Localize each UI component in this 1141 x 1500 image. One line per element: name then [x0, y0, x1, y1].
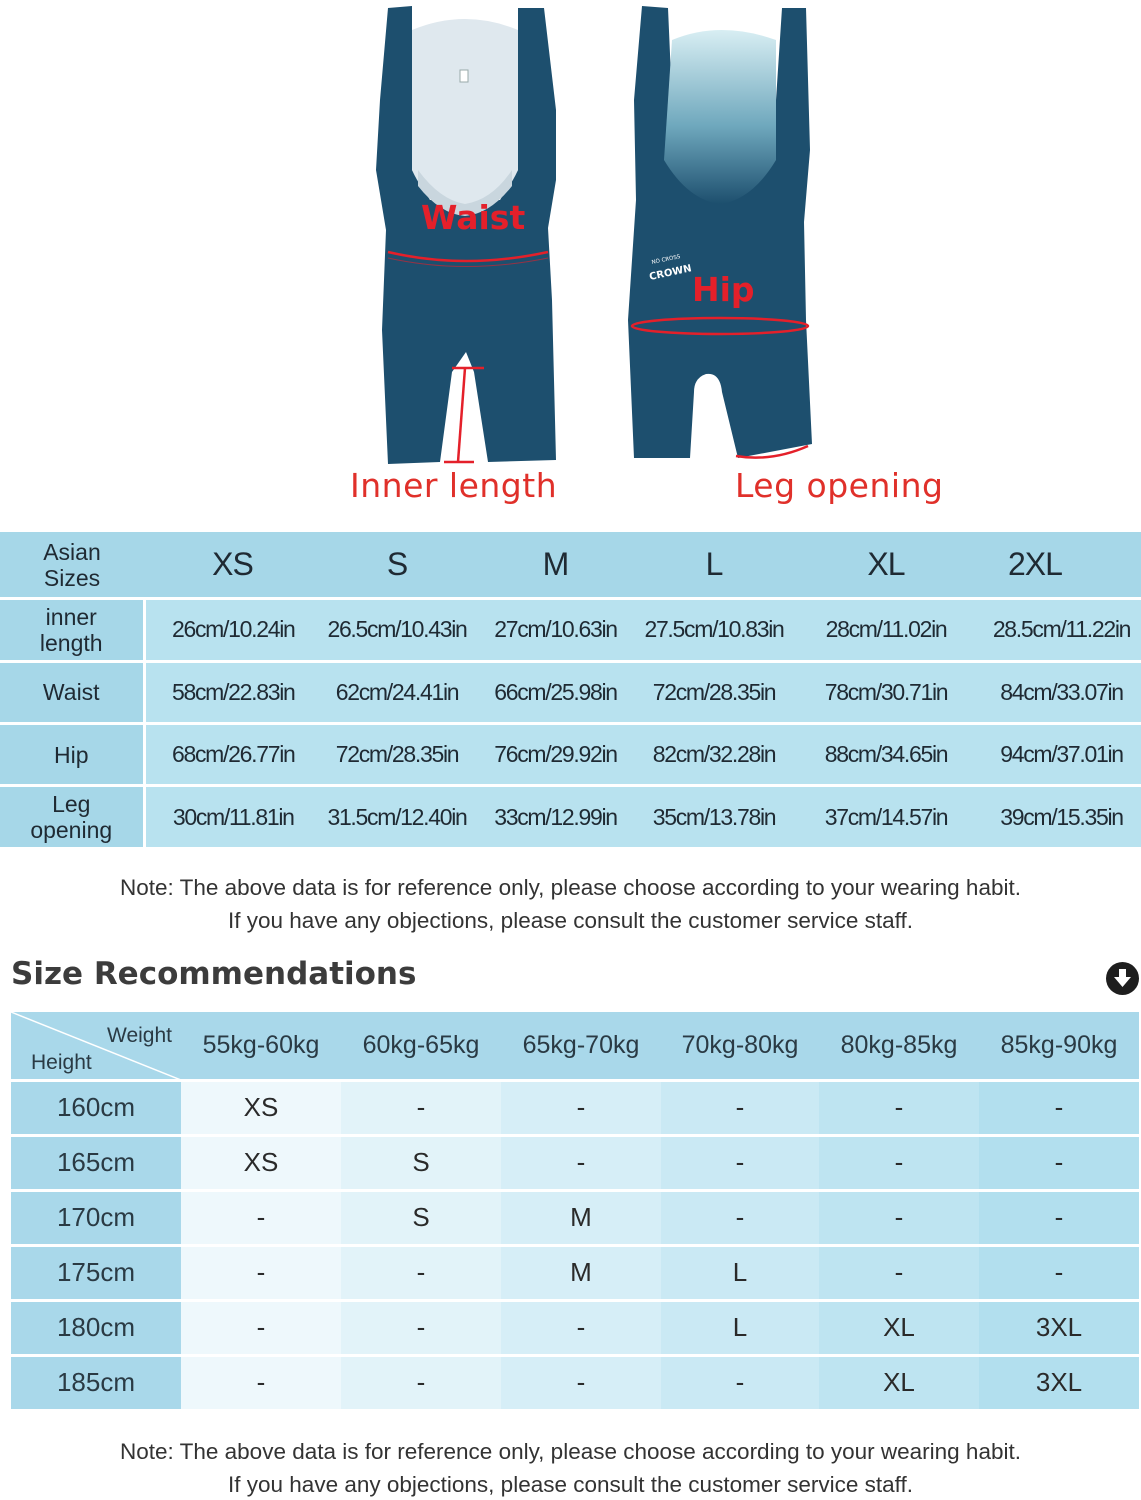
reco-header-row — [11, 1012, 1139, 1080]
note-line-1: Note: The above data is for reference only, please choose according to your wearing habit. — [120, 1439, 1021, 1464]
size-header: S — [321, 532, 473, 599]
size-value: 33cm/12.99in — [473, 786, 638, 849]
height-label: 160cm — [11, 1080, 181, 1135]
size-row-waist — [0, 661, 1141, 723]
size-value: 27cm/10.63in — [473, 599, 638, 661]
reco-cell: XL — [819, 1355, 979, 1410]
reco-cell: - — [661, 1190, 819, 1245]
height-label: 170cm — [11, 1190, 181, 1245]
weight-header: 65kg-70kg — [501, 1012, 661, 1080]
reco-cell: - — [979, 1135, 1139, 1190]
reco-cell: - — [341, 1080, 501, 1135]
reco-cell: - — [819, 1080, 979, 1135]
inner-length-label: Inner length — [350, 466, 558, 505]
size-value: 28.5cm/11.22in — [982, 599, 1141, 661]
size-chart-header — [0, 532, 1141, 599]
hip-label: Hip — [692, 270, 755, 309]
weight-header: 60kg-65kg — [341, 1012, 501, 1080]
height-label: 165cm — [11, 1135, 181, 1190]
reco-cell: - — [661, 1355, 819, 1410]
weight-header: 85kg-90kg — [979, 1012, 1139, 1080]
svg-text:NO CROSS: NO CROSS — [651, 254, 681, 266]
size-recommendation-table — [11, 1012, 1139, 1412]
waist-label: Waist — [421, 198, 526, 237]
reco-cell: XL — [819, 1300, 979, 1355]
reco-cell: - — [979, 1080, 1139, 1135]
reco-cell: - — [341, 1300, 501, 1355]
size-header: M — [473, 532, 638, 599]
weight-axis-label: Weight — [107, 1024, 172, 1047]
reco-cell: - — [661, 1080, 819, 1135]
reco-cell: - — [819, 1135, 979, 1190]
row-label: Hip — [0, 723, 144, 785]
size-recommendations-title: Size Recommendations — [11, 956, 417, 992]
reco-cell: - — [181, 1190, 341, 1245]
corner-line-2: Sizes — [43, 564, 101, 591]
leg-opening-label: Leg opening — [735, 466, 944, 505]
size-value: 68cm/26.77in — [144, 723, 321, 785]
reco-cell: M — [501, 1190, 661, 1245]
reco-cell: M — [501, 1245, 661, 1300]
size-value: 72cm/28.35in — [638, 661, 790, 723]
weight-header: 70kg-80kg — [661, 1012, 819, 1080]
size-value: 78cm/30.71in — [790, 661, 982, 723]
size-value: 39cm/15.35in — [982, 786, 1141, 849]
size-row-inner-length — [0, 599, 1141, 661]
size-chart-corner — [0, 532, 144, 599]
svg-text:CROWN: CROWN — [648, 263, 693, 283]
size-value: 66cm/25.98in — [473, 661, 638, 723]
reco-cell: XS — [181, 1135, 341, 1190]
reco-cell: - — [501, 1135, 661, 1190]
reco-cell: - — [341, 1245, 501, 1300]
size-header: L — [638, 532, 790, 599]
size-value: 27.5cm/10.83in — [638, 599, 790, 661]
reco-row — [11, 1080, 1139, 1135]
corner-line-1: Asian — [43, 538, 101, 565]
size-value: 88cm/34.65in — [790, 723, 982, 785]
size-header: XS — [144, 532, 321, 599]
size-header: 2XL — [982, 532, 1141, 599]
reco-row — [11, 1355, 1139, 1410]
reco-cell: 3XL — [979, 1300, 1139, 1355]
size-value: 31.5cm/12.40in — [321, 786, 473, 849]
height-axis-label: Height — [31, 1050, 92, 1074]
size-value: 62cm/24.41in — [321, 661, 473, 723]
note-line-1: Note: The above data is for reference only, please choose according to your wearing habit. — [120, 875, 1021, 900]
reco-cell: - — [181, 1355, 341, 1410]
recommendation-note — [0, 1435, 1141, 1500]
reco-cell: - — [341, 1355, 501, 1410]
height-label: 185cm — [11, 1355, 181, 1410]
size-value: 28cm/11.02in — [790, 599, 982, 661]
size-value: 26cm/10.24in — [144, 599, 321, 661]
size-header: XL — [790, 532, 982, 599]
note-line-2: If you have any objections, please consult the customer service staff. — [228, 908, 913, 933]
reco-row — [11, 1190, 1139, 1245]
size-value: 26.5cm/10.43in — [321, 599, 473, 661]
size-value: 58cm/22.83in — [144, 661, 321, 723]
bib-shorts-drawing — [0, 0, 1141, 520]
weight-header: 80kg-85kg — [819, 1012, 979, 1080]
reco-cell: - — [181, 1245, 341, 1300]
reco-cell: XS — [181, 1080, 341, 1135]
reco-cell: L — [661, 1245, 819, 1300]
size-value: 72cm/28.35in — [321, 723, 473, 785]
reco-row — [11, 1300, 1139, 1355]
reco-cell: - — [661, 1135, 819, 1190]
reco-cell: 3XL — [979, 1355, 1139, 1410]
row-label: Waist — [0, 661, 144, 723]
reco-cell: L — [661, 1300, 819, 1355]
reco-cell: - — [501, 1355, 661, 1410]
size-value: 84cm/33.07in — [982, 661, 1141, 723]
reco-row — [11, 1245, 1139, 1300]
reco-cell: - — [979, 1245, 1139, 1300]
height-label: 180cm — [11, 1300, 181, 1355]
size-value: 37cm/14.57in — [790, 786, 982, 849]
height-label: 175cm — [11, 1245, 181, 1300]
reco-row — [11, 1135, 1139, 1190]
back-view — [628, 6, 812, 458]
reco-cell: - — [979, 1190, 1139, 1245]
arrow-down-icon — [1106, 962, 1139, 995]
size-value: 76cm/29.92in — [473, 723, 638, 785]
product-illustration — [0, 0, 1141, 520]
size-value: 82cm/32.28in — [638, 723, 790, 785]
row-label: inner length — [0, 599, 144, 661]
reco-corner — [11, 1012, 181, 1080]
size-chart-note — [0, 871, 1141, 937]
size-value: 94cm/37.01in — [982, 723, 1141, 785]
size-row-leg-opening — [0, 786, 1141, 849]
row-label: Leg opening — [0, 786, 144, 849]
reco-cell: - — [819, 1190, 979, 1245]
reco-cell: S — [341, 1135, 501, 1190]
size-value: 30cm/11.81in — [144, 786, 321, 849]
reco-cell: - — [819, 1245, 979, 1300]
reco-cell: - — [501, 1300, 661, 1355]
reco-cell: - — [501, 1080, 661, 1135]
size-value: 35cm/13.78in — [638, 786, 790, 849]
arrow-down-circle-icon[interactable] — [1106, 962, 1139, 995]
size-row-hip — [0, 723, 1141, 785]
note-line-2: If you have any objections, please consult the customer service staff. — [228, 1472, 913, 1497]
weight-header: 55kg-60kg — [181, 1012, 341, 1080]
size-chart — [0, 532, 1141, 850]
reco-cell: - — [181, 1300, 341, 1355]
reco-cell: S — [341, 1190, 501, 1245]
